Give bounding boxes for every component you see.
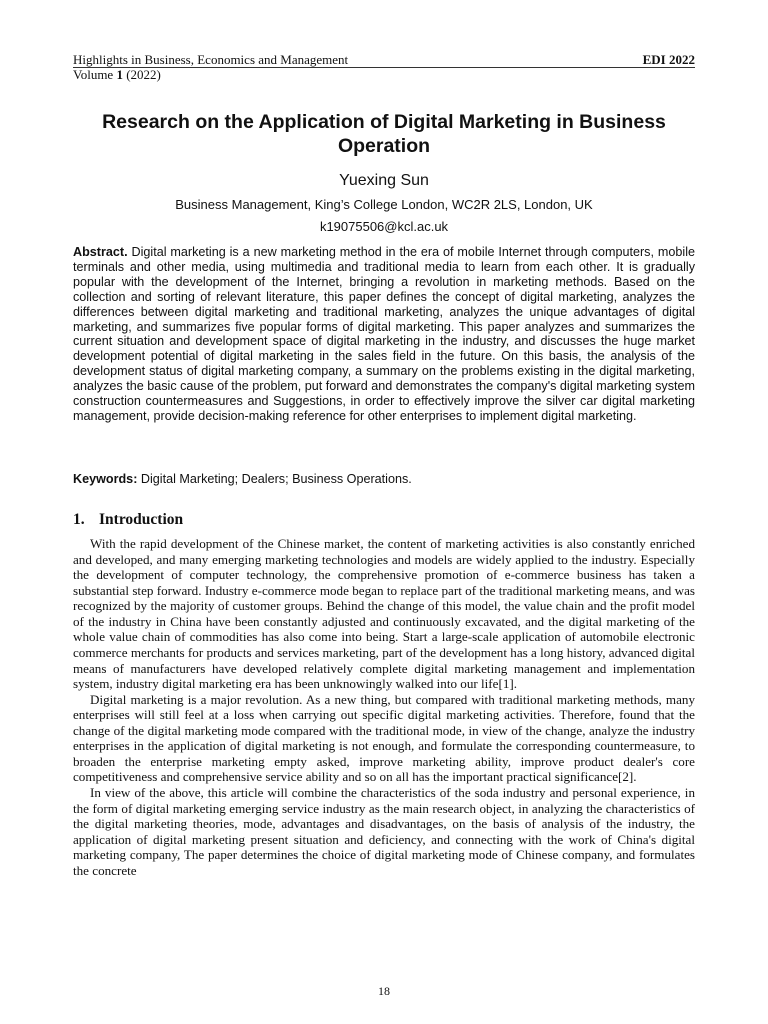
volume-year: (2022)	[122, 67, 161, 82]
volume-line	[73, 67, 695, 82]
body-paragraph: Digital marketing is a major revolution. As a new thing, but compared with traditional marketing methods, many enterprises will still feel at a loss when carrying out specific digital marketing activities. Therefore, found that the change of the digital marketing mode compared with the traditional mode, in view of the change, analyze the industry enterprises in the application of digital marketing is not enough, and formulate the corresponding countermeasure, to broaden the enterprise marketing empty asked, improve marketing ability, improve product dealer's core competitiveness and comprehensive service ability and so on all has the important practical significance[2].	[73, 691, 695, 785]
keywords-label: Keywords:	[73, 472, 138, 486]
author-email: k19075506@kcl.ac.uk	[319, 219, 449, 234]
keywords-text: Digital Marketing; Dealers; Business Operations.	[137, 472, 412, 486]
body-paragraph: With the rapid development of the Chinese market, the content of marketing activities is also constantly enriched and developed, and many emerging marketing technologies and models are widely applied to the industry. Especially the development of computer technology, the comprehensive promotion of e-commerce business has taken a substantial step forward. Industry e-commerce mode began to replace part of the traditional marketing means, and was recognized by the majority of customer groups. Behind the change of this model, the value chain and the profit model of the industry in China have been constantly adjusted and continuously excavated, and the digital marketing of the whole value chain of commodities has also come into being. Start a large-scale application of automobile electronic commerce merchants for products and services marketing, part of the development has a long history, advanced digital means of manufacturers have developed relatively complete digital marketing management and implementation system, industry digital marketing era has been unknowingly walked into our life[1].	[73, 536, 695, 692]
section-title: Introduction	[99, 511, 184, 528]
volume-number: 1	[116, 67, 123, 82]
abstract-label: Abstract.	[73, 245, 128, 259]
journal-name: Highlights in Business, Economics and Management	[73, 52, 349, 67]
abstract	[73, 245, 695, 424]
page-number: 18	[378, 984, 390, 998]
section-body	[73, 536, 695, 878]
author-affiliation: Business Management, King’s College London, WC2R 2LS, London, UK	[175, 197, 593, 212]
author-name: Yuexing Sun	[339, 172, 429, 189]
paper-title: Research on the Application of Digital Marketing in Business Operation	[102, 111, 666, 157]
section-number: 1.	[73, 511, 85, 528]
header-rule	[73, 67, 695, 68]
body-paragraph: In view of the above, this article will combine the characteristics of the soda industry and personal experience, in the form of digital marketing emerging service industry as the main research object, in analyzing the characteristics of the digital marketing theories, mode, advantages and disadvantages, on the basis of analysis of the industry, the application of digital marketing present situation and deficiency, and connecting with the work of China's digital marketing company, The paper determines the choice of digital marketing mode of Chinese company, and formulates the concrete	[73, 785, 695, 878]
volume-prefix: Volume	[73, 67, 117, 82]
abstract-text: Digital marketing is a new marketing method in the era of mobile Internet through computers, mobile terminals and other media, using multimedia and traditional media to learn from each other. It is gradually popular with the development of the Internet, bringing a revolution in marketing methods. Based on the collection and sorting of relevant literature, this paper defines the concept of digital marketing, analyzes the differences between digital marketing and traditional marketing, analyzes the unique advantages of digital marketing, and summarizes five popular forms of digital marketing. This paper analyzes and summarizes the current situation and development space of digital marketing in the industry, and discusses the huge market development potential of digital marketing in the sales field in the future. On this basis, the analysis of the development status of digital marketing company, a summary on the problems existing in the digital marketing, analyzes the basic cause of the problem, put forward and demonstrates the company's digital marketing system construction countermeasures and Suggestions, in order to effectively improve the silver car digital marketing management, provide decision-making reference for other enterprises to implement digital marketing.	[73, 245, 695, 423]
conference-name: EDI 2022	[642, 52, 695, 67]
section-heading	[73, 511, 695, 529]
keywords	[73, 472, 695, 487]
